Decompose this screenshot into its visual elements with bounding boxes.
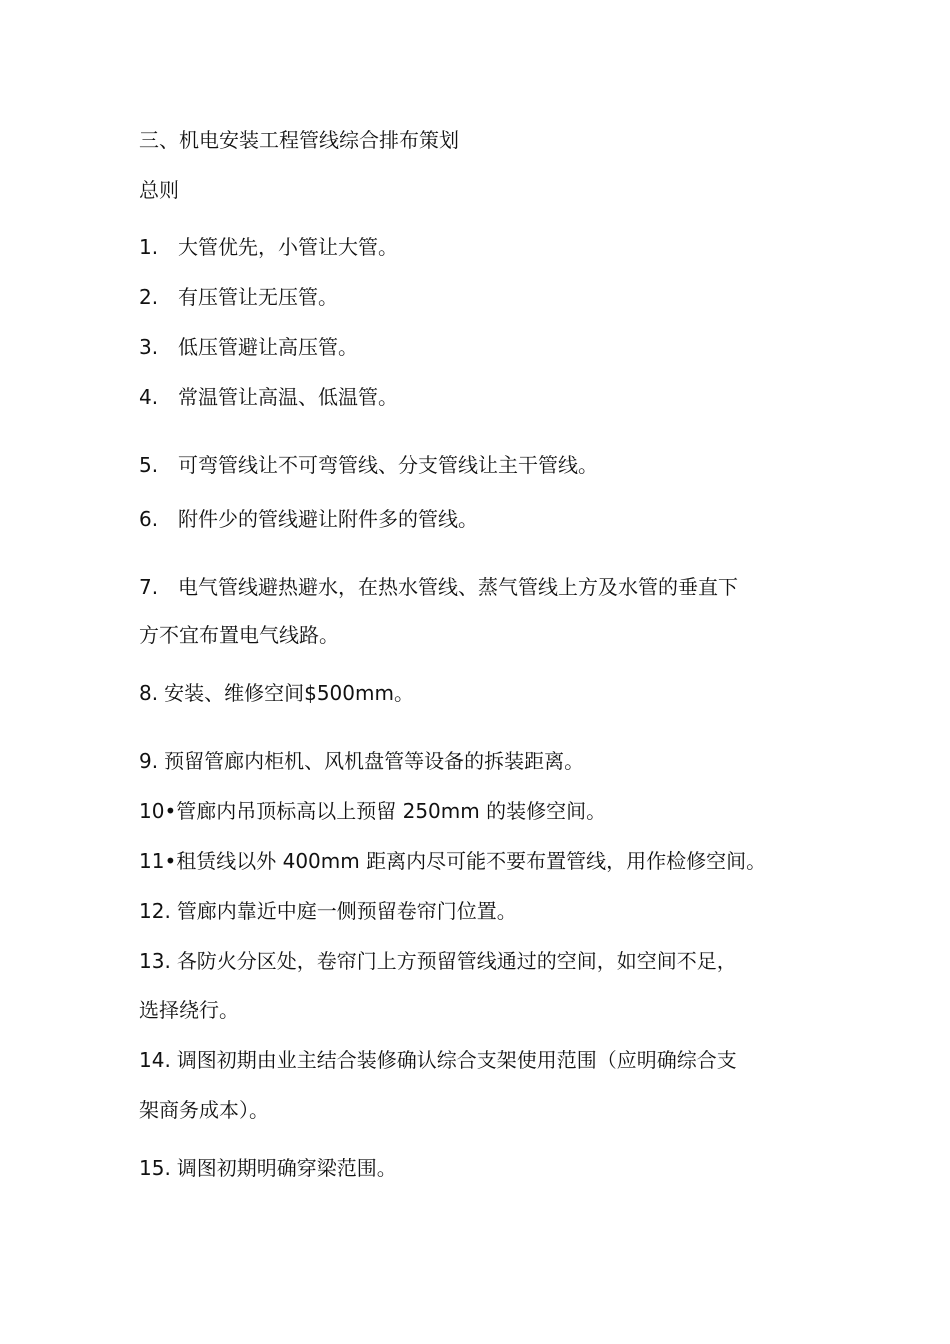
list-item [139, 1046, 819, 1074]
item-text: 常温管让高温、低温管。 [178, 385, 398, 409]
item-number: 7. [139, 575, 159, 599]
list-item-continuation: 架商务成本）。 [139, 1098, 269, 1122]
list-item [139, 747, 819, 775]
item-number: 14. [139, 1048, 171, 1072]
document-title: 三、机电安装工程管线综合排布策划 [139, 128, 459, 152]
item-text: 预留管廊内柜机、风机盘管等设备的拆装距离。 [164, 749, 585, 773]
list-item [139, 451, 819, 479]
item-number: 15. [139, 1156, 171, 1180]
item-number: 11• [139, 849, 177, 873]
list-item [139, 947, 819, 975]
list-item [139, 233, 819, 261]
section-heading: 总则 [139, 178, 179, 202]
item-text: 调图初期明确穿梁范围。 [176, 1156, 397, 1180]
list-item [139, 679, 819, 707]
item-number: 13. [139, 949, 171, 973]
item-number: 1. [139, 235, 159, 259]
item-number: 4. [139, 385, 159, 409]
item-text: 附件少的管线避让附件多的管线。 [178, 507, 478, 531]
list-item [139, 797, 819, 825]
item-text: 可弯管线让不可弯管线、分支管线让主干管线。 [178, 453, 598, 477]
item-text: 大管优先，小管让大管。 [178, 235, 398, 259]
list-item-continuation: 选择绕行。 [139, 998, 239, 1022]
list-item [139, 333, 819, 361]
item-number: 10• [139, 799, 177, 823]
item-text: 电气管线避热避水，在热水管线、蒸气管线上方及水管的垂直下 [178, 575, 738, 599]
item-text: 有压管让无压管。 [178, 285, 338, 309]
list-item [139, 573, 819, 601]
list-item-continuation: 方不宜布置电气线路。 [139, 623, 339, 647]
item-number: 8. [139, 681, 159, 705]
item-number: 6. [139, 507, 159, 531]
item-text: 各防火分区处，卷帘门上方预留管线通过的空间，如空间不足， [176, 949, 737, 973]
list-item [139, 847, 819, 875]
list-item [139, 505, 819, 533]
list-item [139, 1154, 819, 1182]
list-item [139, 897, 819, 925]
item-text: 租赁线以外 400mm 距离内尽可能不要布置管线，用作检修空间。 [176, 849, 767, 873]
item-text: 管廊内靠近中庭一侧预留卷帘门位置。 [176, 899, 517, 923]
item-text: 低压管避让高压管。 [178, 335, 358, 359]
list-item [139, 283, 819, 311]
item-number: 3. [139, 335, 159, 359]
list-item [139, 383, 819, 411]
item-number: 9. [139, 749, 159, 773]
item-text: 安装、维修空间$500mm。 [164, 681, 414, 705]
item-text: 调图初期由业主结合装修确认综合支架使用范围（应明确综合支 [176, 1048, 737, 1072]
item-number: 2. [139, 285, 159, 309]
item-text: 管廊内吊顶标高以上预留 250mm 的装修空间。 [176, 799, 607, 823]
item-number: 5. [139, 453, 159, 477]
item-number: 12. [139, 899, 171, 923]
